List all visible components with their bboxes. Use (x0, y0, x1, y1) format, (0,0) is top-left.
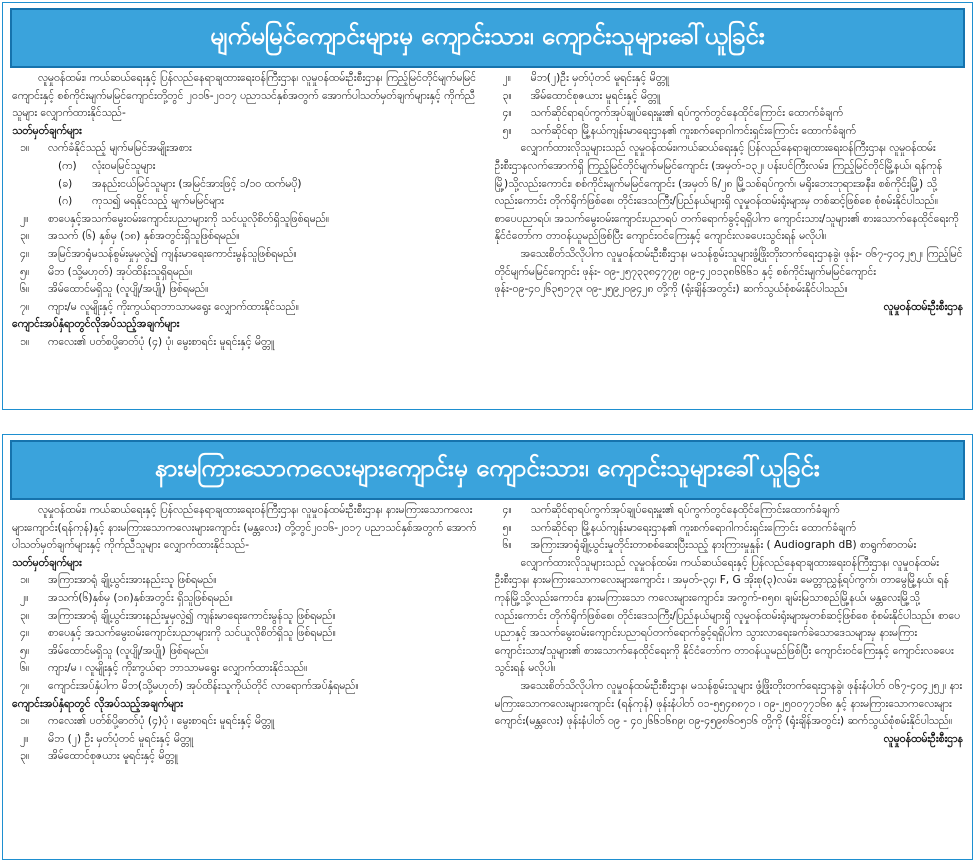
intro-paragraph: လူမှုဝန်ထမ်း၊ ကယ်ဆယ်ရေးနှင့် ပြန်လည်နေရာချထားရေးဝန်ကြီးဌာန၊ လူမှုဝန်ထမ်းဦးစီးဌာန၊ နားမကြားသောကလေးများကျောင်း(ရန်ကုန်)နှင့် နားမကြားသောကလေးများကျောင်း (မန္တလေး) တို့တွင်၂၀၁၆-၂၀၁၇ ပညာသင်နှစ်အတွက် အောက်ပါသတ်မှတ်ချက်များနှင့် ကိုက်ညီသူများ လျှောက်ထားနိုင်သည်- (12, 504, 477, 552)
notice-title-banner (10, 440, 965, 500)
requirement-item: ၇။ ကျား/မ လူမျိုးနှင့် ကိုးကွယ်ရာဘာသာမရွေး လျှောက်ထားနိုင်သည်။ (20, 300, 299, 313)
contact-paragraph: အသေးစိတ်သိလိုပါက လူမှုဝန်ထမ်းဦးစီးဌာန၊ မသန်စွမ်းသူများဖွံ့ဖြိုးတိုးတက်ရေးဌာနခွဲ၊ ဖုန်း- ၀၆၇-၄၀၄၂၅၂၊ ကြည့်မြင်တိုင်မျက်မမြင်ကျောင်း ဖုန်း- ၀၉-၂၅၇၃၃၈၄၇၇၉၊ ၀၉-၄၂၀၁၃၈၆၆၆၁ နှင့် စစ်ကိုင်းမျက်မမြင်ကျောင်း ဖုန်း-၀၉-၄၀၂၆၃၅၁၇၃၊ ၀၉-၂၅၉၂၀၉၄၂၈ တို့ကို (ရုံးချိန်အတွင်း) ဆက်သွယ်စုံစမ်းနိုင်ပါသည်။ (494, 247, 963, 296)
notice-title: မျက်မမြင်ကျောင်းများမှ ကျောင်းသား၊ ကျောင်းသူများခေါ်ယူခြင်း (210, 22, 765, 50)
requirement-item: ၄။ အမြင်အာရုံမသန်စွမ်းမှုမှလွဲ၍ ကျန်းမာရေးကောင်းမွန်သူဖြစ်ရမည်။ (20, 247, 297, 260)
document-item: ၂။ မိဘ (၂) ဦး မှတ်ပုံတင် မူရင်းနှင့် မိတ္တူ (20, 732, 194, 745)
requirement-item: ၁။ လက်ခံနိုင်သည့် မျက်မမြင်အမျိုးအစား (20, 142, 192, 155)
document-item: ၁။ ကလေး၏ ပတ်စပို့ဓာတ်ပုံ (၄) ပုံ၊ မွေးစာရင်း မူရင်းနှင့် မိတ္တူ (20, 335, 275, 348)
sub-item: (က) လုံးဝမမြင်သူများ (58, 159, 156, 172)
right-column (495, 502, 964, 856)
sub-item: (ခ) အနည်းငယ်မြင်သူများ (အမြင်အားဖြင့် ၁/၁၀ ထက်မပို) (58, 177, 302, 190)
documents-heading: ကျောင်းအပ်နှံရာတွင်လိုအပ်သည့်အချက်များ (12, 318, 180, 331)
requirements-heading: သတ်မှတ်ချက်များ (12, 556, 82, 569)
requirement-item: ၇။ ကျောင်းအပ်နှံပါက မိဘ(သို့မဟုတ်) အုပ်ထိန်းသူကိုယ်တိုင် လာရောက်အပ်နှံရမည်။ (20, 679, 359, 692)
document-item: ၄။ သက်ဆိုင်ရာရပ်ကွက်အုပ်ချုပ်ရေးမှူး၏ ရပ်ကွက်တွင်နေထိုင်ကြောင်း ထောက်ခံချက် (502, 107, 844, 120)
notice-blind-schools (0, 0, 975, 412)
document-item: ၄။ သက်ဆိုင်ရာရပ်ကွက်အုပ်ချုပ်ရေးမှူး၏ ရပ်ကွက်တွင်နေထိုင်ကြောင်းထောက်ခံချက် (502, 504, 840, 516)
requirement-item: ၆။ အိမ်ထောင်မရှိသူ (လူပျို/အပျို) ဖြစ်ရမည်။ (20, 283, 209, 296)
left-column (12, 502, 481, 856)
document-item: ၅။ သက်ဆိုင်ရာ မြို့နယ်ကျန်းမာရေးဌာန၏ ကူးစက်ရောဂါကင်းရှင်းကြောင်း ထောက်ခံချက် (502, 521, 857, 534)
right-column (495, 70, 964, 406)
requirement-item: ၂။ အသက်(၆)နှစ်မှ (၁၈)နှစ်အတွင်း ရှိသူဖြစ်ရမည်။ (20, 591, 233, 604)
requirement-item: ၃။ အကြားအာရုံ ချို့ယွင်းအားနည်းမှုမှလွဲ၍ ကျန်းမာရေးကောင်းမွန်သူ ဖြစ်ရမည်။ (20, 609, 336, 622)
notice-title: နားမကြားသောကလေးများကျောင်းမှ ကျောင်းသား၊ ကျောင်းသူများခေါ်ယူခြင်း (155, 454, 820, 482)
left-column (12, 70, 481, 406)
notice-deaf-schools (0, 432, 975, 862)
requirement-item: ၆။ ကျား/မ ၊ လူမျိုးနှင့် ကိုးကွယ်ရာ ဘာသာမရွေး လျှောက်ထားနိုင်သည်။ (20, 662, 308, 675)
document-item: ၆။ အကြားအာရုံချို့ယွင်းမှုတိုင်းတာစစ်ဆေးပြီးသည့် နားကြားမှုနှုန်း ( Audiograph dB) စာရွက်စာတမ်း (502, 539, 917, 552)
requirement-item: ၅။ အိမ်ထောင်မရှိသူ (လူပျို/အပျို) ဖြစ်ရမည်။ (20, 644, 209, 657)
sub-item: (ဂ) ကုသ၍ မရနိုင်သည့် မျက်မမြင်များ (58, 195, 224, 208)
notice-title-banner (10, 8, 965, 68)
document-item: ၂။ မိဘ(၂)ဦး မှတ်ပုံတင် မူရင်းနှင့် မိတ္တူ (502, 72, 669, 84)
application-paragraph: လျှောက်ထားလိုသူများသည် လူမှုဝန်ထမ်း၊ ကယ်ဆယ်ရေးနှင့် ပြန်လည်နေရာချထားရေးဝန်ကြီးဌာန၊ လူမှုဝန်ထမ်းဦးစီးဌာန၊ နားမကြားသောကလေးများကျောင်း ၊ အမှတ်-၃၄၊ F, G အိုးစု(၃)လမ်း၊ မေတ္တာညွှန့်ရပ်ကွက်၊ တာမွေမြို့နယ်၊ ရန်ကုန်မြို့သို့လည်းကောင်း၊ နားမကြားသော ကလေးများကျောင်း၊ အကွက်-၈၅၈၊ ချမ်းမြသာစည်မြို့နယ်၊ မန္တလေးမြို့သို့လည်းကောင်း တိုက်ရိုက်ဖြစ်စေ၊ တိုင်းဒေသကြီး/ပြည်နယ်များရှိ လူမှုဝန်ထမ်းရုံးများမှတစ်ဆင့်ဖြစ်စေ စုံစမ်းနိုင်ပါသည်။ စာပေပညာနှင့် အသက်မွေးဝမ်းကျောင်းပညာရပ်တက်ရောက်ခွင့်ရရှိပါက သွားလာရေးခက်ခဲသောဒေသများမှ နားမကြားကျောင်းသား/သူများ၏ စားသောက်နေထိုင်ရေးကို နိုင်ငံတော်က တာဝန်ယူမည်ဖြစ်ပြီး ကျောင်းဝင်ကြေးနှင့် ကျောင်းလခပေးသွင်းရန် မလိုပါ။ (494, 556, 961, 675)
document-item: ၅။ သက်ဆိုင်ရာ မြို့နယ်ကျန်းမာရေးဌာန၏ ကူးစက်ရောဂါကင်းရှင်းကြောင်း ထောက်ခံချက် (502, 124, 857, 137)
requirement-item: ၄။ စာပေနှင့် အသက်မွေးဝမ်းကျောင်းပညာများကို သင်ယူလိုစိတ်ရှိသူ ဖြစ်ရမည်။ (20, 627, 336, 640)
requirement-item: ၂။ စာပေနှင့်အသက်မွေးဝမ်းကျောင်းပညာများကို သင်ယူလိုစိတ်ရှိသူဖြစ်ရမည်။ (20, 212, 330, 225)
document-item: ၃။ အိမ်ထောင်စုဇယား မူရင်းနှင့် မိတ္တူ (502, 89, 661, 102)
requirement-item: ၁။ အကြားအာရုံ ချို့ယွင်းအားနည်းသူ ဖြစ်ရမည်။ (20, 574, 217, 587)
requirements-heading: သတ်မှတ်ချက်များ (12, 124, 82, 137)
notice-body (12, 502, 963, 856)
signature-department: လူမှုဝန်ထမ်းဦးစီးဌာန (883, 300, 963, 313)
requirement-item: ၅။ မိဘ (သို့မဟုတ်) အုပ်ထိန်းသူရှိရမည်။ (20, 265, 193, 278)
document-item: ၁။ ကလေး၏ ပတ်စ်ပို့ဓာတ်ပုံ (၄)ပုံ ၊ မွေးစာရင်း မူရင်းနှင့် မိတ္တူ (20, 715, 275, 728)
document-item: ၃။ အိမ်ထောင်စုဇယား မူရင်းနှင့် မိတ္တူ (20, 750, 178, 763)
documents-heading: ကျောင်းအပ်နှံရာတွင် လိုအပ်သည့်အချက်များ (12, 697, 183, 710)
notice-body (12, 70, 963, 406)
signature-department: လူမှုဝန်ထမ်းဦးစီးဌာန (883, 732, 963, 745)
requirement-item: ၃။ အသက် (၆) နှစ်မှ (၁၈) နှစ်အတွင်းရှိသူဖြစ်ရမည်။ (20, 230, 240, 243)
application-paragraph: လျှောက်ထားလိုသူများသည် လူမှုဝန်ထမ်း၊ကယ်ဆယ်ရေးနှင့် ပြန်လည်နေရာချထားရေးဝန်ကြီးဌာန၊ လူမှုဝန်ထမ်းဦးစီးဌာနလက်အောက်ရှိ ကြည့်မြင်တိုင်မျက်မမြင်ကျောင်း (အမှတ်-၁၃၂၊ ပန်းပင်ကြီးလမ်း၊ ကြည့်မြင်တိုင်မြို့နယ်၊ ရန်ကုန်မြို့)သို့လည်းကောင်း၊ စစ်ကိုင်းမျက်မမြင်ကျောင်း (အမှတ် ၆/၂၈ မြို့သစ်ရပ်ကွက်၊ မရိုးဘေးဘုရားအနီး၊ စစ်ကိုင်းမြို့) သို့လည်းကောင်း တိုက်ရိုက်ဖြစ်စေ၊ တိုင်းဒေသကြီး/ပြည်နယ်များရှိ လူမှုဝန်ထမ်းရုံးများမှ တစ်ဆင့်ဖြစ်စေ စုံစမ်းနိုင်ပါသည်။ စာပေပညာရပ်၊ အသက်မွေးဝမ်းကျောင်းပညာရပ် တက်ရောက်ခွင့်ရရှိပါက ကျောင်းသား/သူများ၏ စားသောက်နေထိုင်ရေးကို နိုင်ငံတော်က တာဝန်ယူမည်ဖြစ်ပြီး ကျောင်းဝင်ကြေးနှင့် ကျောင်းလခပေးသွင်းရန် မလိုပါ။ (494, 142, 959, 243)
contact-paragraph: အသေးစိတ်သိလိုပါက လူမှုဝန်ထမ်းဦးစီးဌာန၊ မသန်စွမ်းသူများ ဖွံ့ဖြိုးတိုးတက်ရေးဌာနခွဲ၊ ဖုန်းနံပါတ် ၀၆၇-၄၀၄၂၅၂၊ နားမကြားသောကလေးများကျောင်း (ရန်ကုန်) ဖုန်းနံပါတ် ၀၁-၅၅၄၈၈၇၁ ၊ ၀၉-၂၅၀၀၇၇၁၆၈ နှင့် နားမကြားသောကလေးများကျောင်း(မန္တလေး) ဖုန်းနံပါတ် ၀၉ - ၄၀၂၆၆၁၆၈၉၊ ၀၉-၄၅၉၈၆၀၅၁၆ တို့ကို (ရုံးချိန်အတွင်း) ဆက်သွယ်စုံစမ်းနိုင်ပါသည်။ (494, 679, 963, 728)
intro-paragraph: လူမှုဝန်ထမ်း၊ ကယ်ဆယ်ရေးနှင့် ပြန်လည်နေရာချထားရေးဝန်ကြီးဌာန၊ လူမှုဝန်ထမ်းဦးစီးဌာန၊ ကြည့်မြင်တိုင်မျက်မမြင်ကျောင်းနှင့် စစ်ကိုင်းမျက်မမြင်ကျောင်းတို့တွင် ၂၀၁၆-၂၀၁၇ ပညာသင်နှစ်အတွက် အောက်ပါသတ်မှတ်ချက်များနှင့် ကိုက်ညီသူများ လျှောက်ထားနိုင်သည်- (12, 72, 477, 120)
